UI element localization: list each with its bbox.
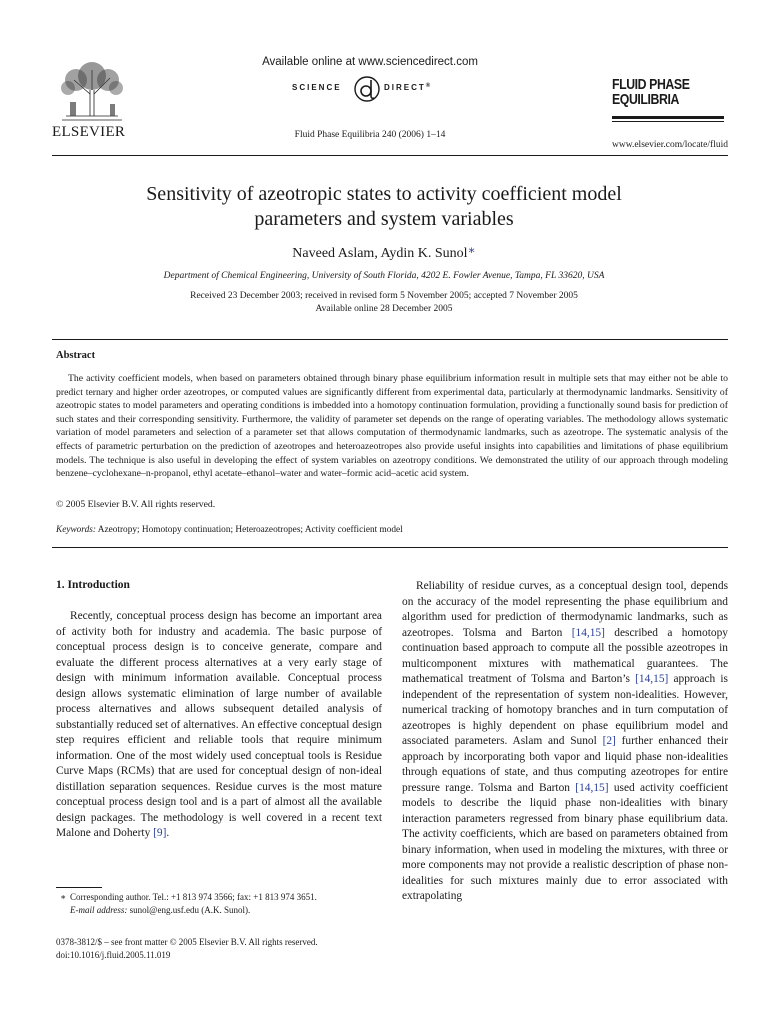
footnote-line-2: E-mail address: sunol@eng.usf.edu (A.K. Sunol). bbox=[70, 905, 251, 915]
citation-link[interactable]: [2] bbox=[602, 735, 616, 747]
keywords bbox=[56, 525, 728, 535]
intro-paragraph-1: Recently, conceptual process design has become an important area of activity both for industry and academia. The basic purpose of conceptual process design is to conceive generate, compare and evaluate the different process alternatives at a very early stage of design with minimum information available. Conceptual process design allows systematic elimination of large number of available process alternatives and allows subsequent detailed analysis of substantially reduced set of alternatives. An effective conceptual design step requires efficient and reliable tools that require minimum information. One of the most widely used conceptual tools is Residue Curve Maps (RCMs) that are used for conceptual design of non-ideal distillation separation sequences. Residue curves is the most mature conceptual process design tool and is a part of almost all the available design packages. The methodology is well covered in a recent text Malone and Doherty [9]. bbox=[56, 610, 382, 839]
abstract-bottom-divider bbox=[52, 547, 728, 548]
publisher-name: ELSEVIER bbox=[52, 124, 126, 140]
abstract-top-divider bbox=[52, 339, 728, 340]
affiliation: Department of Chemical Engineering, University of South Florida, 4202 E. Fowler Avenue, Tampa, FL 33620, USA bbox=[163, 271, 605, 281]
right-column-text bbox=[402, 579, 728, 905]
online-date: Available online 28 December 2005 bbox=[315, 304, 453, 314]
article-title bbox=[60, 182, 708, 232]
left-column-text bbox=[56, 609, 382, 842]
sciencedirect-logo bbox=[292, 74, 452, 104]
abstract-heading: Abstract bbox=[56, 350, 96, 361]
citation-link[interactable]: [14,15] bbox=[635, 673, 669, 685]
abstract-copyright: © 2005 Elsevier B.V. All rights reserved. bbox=[56, 499, 216, 510]
footnote-line-1: ∗ Corresponding author. Tel.: +1 813 974 3566; fax: +1 813 974 3651. bbox=[59, 892, 317, 902]
journal-logo bbox=[612, 77, 694, 107]
sd-at-icon bbox=[352, 74, 382, 104]
doi-line[interactable]: doi:10.1016/j.fluid.2005.11.019 bbox=[56, 950, 171, 960]
journal-citation: Fluid Phase Equilibria 240 (2006) 1–14 bbox=[294, 130, 446, 140]
title-line-2: parameters and system variables bbox=[254, 208, 514, 230]
keywords-label: Keywords: bbox=[56, 525, 96, 535]
elsevier-tree-logo bbox=[52, 58, 130, 128]
abstract-body: The activity coefficient models, when based on parameters obtained through binary phase equilibrium information result in multiple sets that may either not be able to predict ternary and higher order azeotropes, or computed values are significantly different from experimental data, particularly at thermodynamic landmarks. Sensitivity of azeotropic states to model parameters and operating conditions is imbedded into a homotopy continuation formulation, providing a functionally sound basis for prediction of such states and their corresponding sensitivity. Furthermore, the validity of parameter set depends on the range of operating variables. The methodology allows systematic variation of model parameters and selection of a parameter set that allows computation of thermodynamic landmarks, such as azeotrope. The systematic analysis of the effects of parametric perturbation on the prediction of azeotropes and heteroazeotropes also provide useful insights into capabilities and limitations of phase equilibrium models. The technique is also useful in developing the effect of system variables on azeotropy conditions. We demonstrated the utility of our approach through modeling benzene–cyclohexane–n-propanol, ethyl acetate–ethanol–water and water–formic acid–acetic acid system. bbox=[56, 373, 728, 480]
title-line-1: Sensitivity of azeotropic states to activity coefficient model bbox=[146, 183, 622, 205]
citation-link[interactable]: [14,15] bbox=[571, 626, 605, 639]
corresponding-author-link[interactable]: ∗ bbox=[467, 243, 476, 257]
citation-link[interactable]: [9] bbox=[153, 827, 167, 839]
citation-link[interactable]: [14,15] bbox=[575, 781, 609, 794]
intro-paragraph-2: Reliability of residue curves, as a conceptual design tool, depends on the accuracy of the model representing the phase equilibrium and algorithm used for prediction of thermodynamic landmarks, such as azeotropes. Tolsma and Barton [14,15] described a homotopy continuation based approach to compute all the possible azeotropes in multicomponent mixtures with mathematical guarantees. The mathematical treatment of Tolsma and Barton’s [14,15] approach is independent of the representation of system non-idealities. However, numerical tracking of homotopy branches and in turn computation of azeotropes is highly dependent on phase equilibrium model and associated parameters. Aslam and Sunol [2] further enhanced their approach by incorporating both vapor and liquid phase non-idealities through equations of state, and thus computing azeotropes for entire pressure range. Tolsma and Barton [14,15] used activity coefficient models to describe the liquid phase non-idealities with binary interaction parameters regressed from binary phase equilibrium data. The activity coefficients, which are based on parameters obtained from binary information, when used in modeling the mixtures, with three or more components may not provide a realistic description of phase non-idealities for such mixtures mainly due to error associated with extrapolating bbox=[402, 580, 729, 902]
corresponding-author-footnote bbox=[56, 891, 386, 917]
footnote-divider bbox=[56, 887, 102, 888]
journal-logo-line1: FLUID PHASE bbox=[612, 76, 690, 93]
issn-line: 0378-3812/$ – see front matter © 2005 Elsevier B.V. All rights reserved. bbox=[56, 937, 318, 947]
header-divider bbox=[52, 155, 728, 156]
journal-logo-line2: EQUILIBRIA bbox=[612, 91, 679, 108]
journal-url[interactable]: www.elsevier.com/locate/fluid bbox=[612, 140, 728, 150]
sd-logo-left: SCIENCE bbox=[292, 83, 342, 92]
sd-logo-right: DIRECT® bbox=[384, 83, 433, 92]
journal-logo-bar-thin bbox=[612, 121, 724, 122]
available-online-text: Available online at www.sciencedirect.com bbox=[262, 56, 478, 68]
author-email[interactable]: sunol@eng.usf.edu (A.K. Sunol). bbox=[129, 905, 251, 915]
authors-text: Naveed Aslam, Aydin K. Sunol bbox=[292, 246, 468, 261]
front-matter bbox=[56, 936, 386, 962]
keywords-list: Azeotropy; Homotopy continuation; Heteroazeotropes; Activity coefficient model bbox=[97, 525, 403, 535]
author-list bbox=[60, 243, 708, 262]
received-dates: Received 23 December 2003; received in revised form 5 November 2005; accepted 7 November 2005 bbox=[190, 291, 578, 301]
journal-logo-bar bbox=[612, 116, 724, 119]
article-dates bbox=[60, 290, 708, 316]
section-heading-introduction: 1. Introduction bbox=[56, 579, 130, 591]
